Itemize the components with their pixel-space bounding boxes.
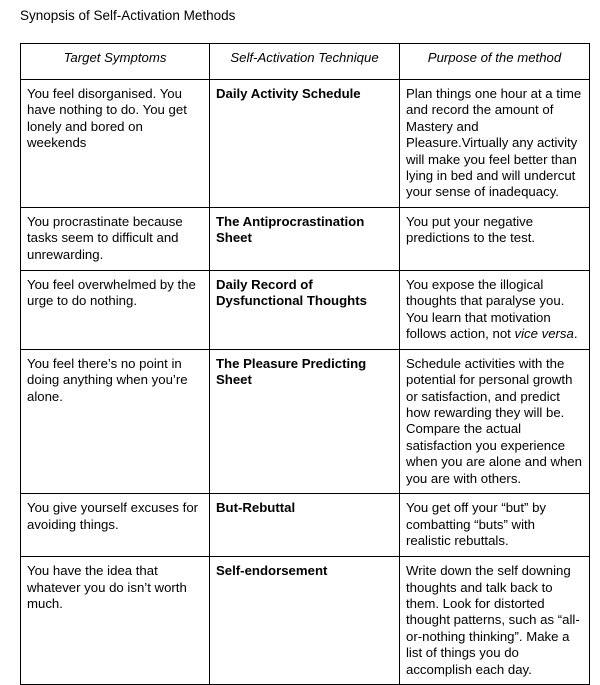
purpose-text-main: You expose the illogical thoughts that paralyse you. You learn that motivation follows action, not [406, 276, 565, 342]
synopsis-table [20, 43, 590, 685]
technique-cell [210, 270, 400, 349]
technique-cell [210, 494, 400, 557]
purpose-text: Plan things one hour at a time and record the amount of Mastery and Pleasure.Virtually any activity will make you feel better than lying in bed and will undercut your sense of inadequacy. [406, 86, 582, 200]
symptom-cell [21, 557, 210, 685]
technique-text: The Antiprocrastination Sheet [216, 213, 365, 246]
purpose-text-end: . [573, 326, 578, 342]
technique-cell [210, 80, 400, 208]
table-row [21, 80, 590, 208]
technique-cell [210, 207, 400, 270]
table-row [21, 557, 590, 685]
technique-cell [210, 349, 400, 493]
purpose-cell [400, 80, 590, 208]
header-purpose-of-method: Purpose of the method [400, 44, 590, 80]
table-row [21, 270, 590, 349]
purpose-cell [400, 557, 590, 685]
symptom-text: You give yourself excuses for avoiding things. [27, 500, 199, 532]
symptom-cell [21, 494, 210, 557]
table-header-row [21, 44, 590, 80]
technique-text: Self-endorsement [216, 563, 328, 579]
technique-text: Daily Record of Dysfunctional Thoughts [216, 276, 367, 309]
purpose-cell [400, 494, 590, 557]
technique-text: Daily Activity Schedule [216, 86, 361, 101]
purpose-text [406, 277, 583, 343]
symptom-text: You feel there’s no point in doing anything when you’re alone. [27, 355, 188, 404]
symptom-text: You procrastinate because tasks seem to difficult and unrewarding. [27, 213, 183, 262]
symptom-cell [21, 80, 210, 208]
purpose-cell [400, 270, 590, 349]
symptom-cell [21, 349, 210, 493]
purpose-text: Schedule activities with the potential for personal growth or satisfaction, and predict how rewarding they will be. Compare the actual satisfaction you experience when you are alone and when you are with others. [406, 355, 582, 486]
purpose-text: You put your negative predictions to the test. [406, 213, 536, 246]
symptom-cell [21, 207, 210, 270]
symptom-text: You feel disorganised. You have nothing to do. You get lonely and bored on weekends [27, 86, 187, 151]
header-target-symptoms: Target Symptoms [21, 44, 210, 80]
purpose-cell [400, 207, 590, 270]
header-self-activation-technique: Self-Activation Technique [210, 44, 400, 80]
symptom-text: You feel overwhelmed by the urge to do nothing. [27, 276, 196, 309]
technique-text: The Pleasure Predicting Sheet [216, 355, 367, 388]
table-row [21, 207, 590, 270]
technique-cell [210, 557, 400, 685]
table-row [21, 494, 590, 557]
purpose-text-italic: vice versa [514, 326, 574, 342]
table-row [21, 349, 590, 493]
symptom-cell [21, 270, 210, 349]
symptom-text: You have the idea that whatever you do isn’t worth much. [27, 563, 187, 611]
purpose-cell [400, 349, 590, 493]
technique-text: But-Rebuttal [216, 500, 296, 516]
purpose-text: You get off your “but” by combatting “buts” with realistic rebuttals. [406, 500, 547, 548]
purpose-text: Write down the self downing thoughts and talk back to them. Look for distorted thought patterns, such as “all-or-nothing thinking”. Make a list of things you do accomplish each day. [406, 563, 580, 677]
document-title: Synopsis of Self-Activation Methods [20, 8, 236, 23]
